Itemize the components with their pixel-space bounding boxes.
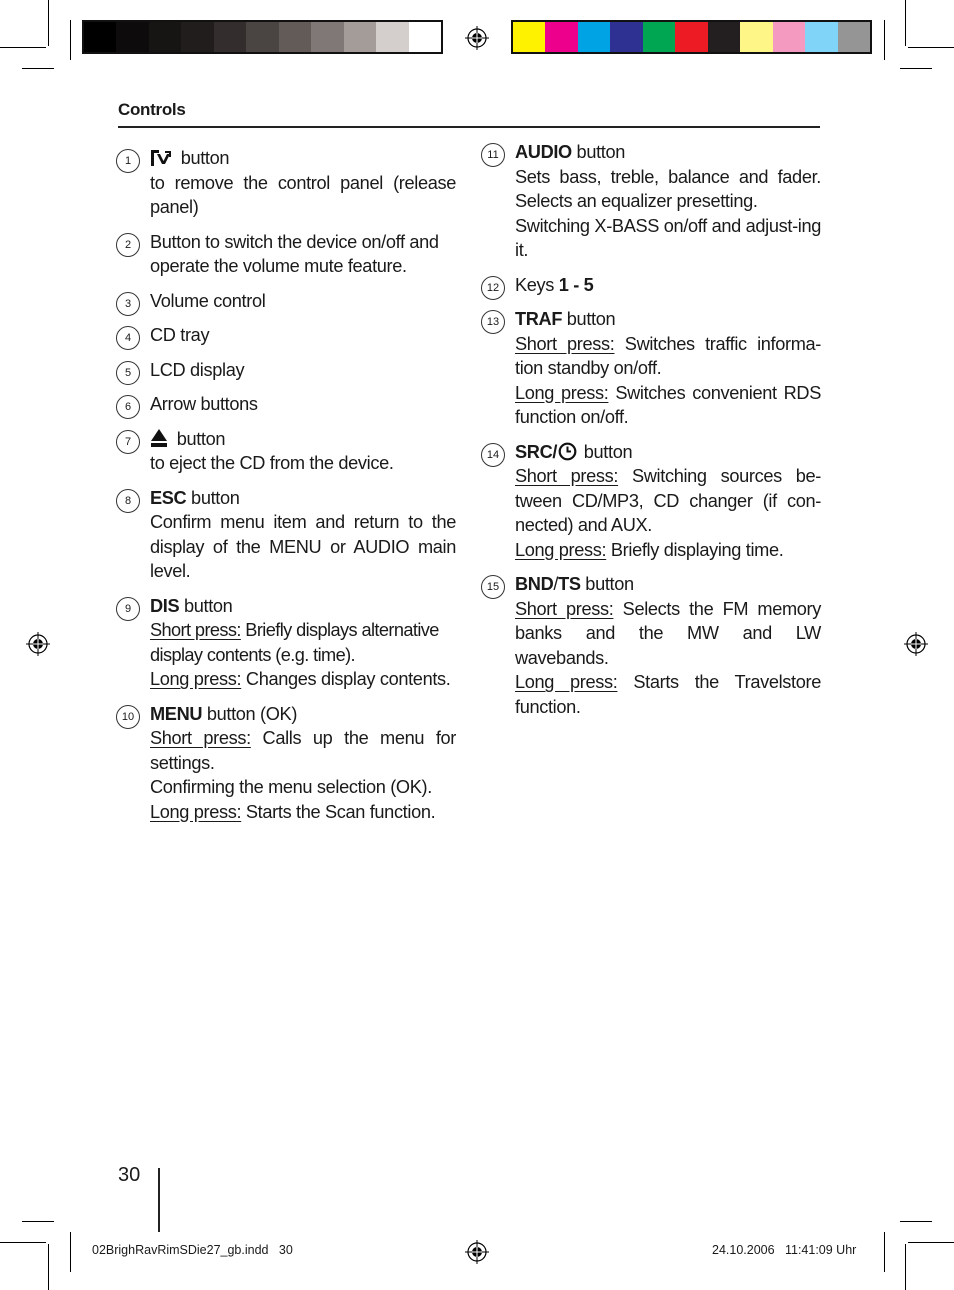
list-item: 9 DIS button Short press: Briefly displays alternative display contents (e.g. time). Long press: Changes display contents.	[116, 594, 456, 692]
short-press-label: Short press:	[515, 598, 614, 619]
item-number: 3	[116, 292, 140, 316]
item-number: 9	[116, 597, 140, 621]
color-swatch	[773, 22, 805, 52]
trim-mark	[22, 1221, 54, 1222]
short-press-label: Short press:	[150, 620, 241, 640]
trim-mark	[22, 68, 54, 69]
color-swatch	[838, 22, 870, 52]
color-swatch	[214, 22, 246, 52]
item-description: Sets bass, treble, balance and fader. Selects an equalizer presetting.	[515, 166, 821, 211]
list-item: 11 AUDIO button Sets bass, treble, balance and fader. Selects an equalizer presetting. Switching X-BASS on/off and adjust-ing it.	[481, 140, 821, 263]
item-title-bold: ESC	[150, 487, 187, 508]
page-number-rule	[158, 1168, 160, 1232]
item-title: LCD display	[150, 359, 245, 380]
color-swatch	[708, 22, 740, 52]
color-swatch	[643, 22, 675, 52]
color-swatch	[610, 22, 642, 52]
long-press-label: Long press:	[150, 801, 242, 822]
item-number: 15	[481, 575, 505, 599]
color-swatch	[279, 22, 311, 52]
gray-scale-bar	[82, 20, 443, 54]
short-press-label: Short press:	[515, 466, 619, 486]
color-swatch	[149, 22, 181, 52]
color-swatch	[409, 22, 441, 52]
color-swatch	[116, 22, 148, 52]
color-calibration-bar	[511, 20, 872, 54]
trim-mark	[70, 20, 71, 60]
trim-mark	[908, 47, 954, 48]
trim-mark	[70, 1232, 71, 1272]
trim-mark	[0, 1242, 46, 1243]
trim-mark	[900, 1221, 932, 1222]
item-title-bold: BND	[515, 574, 554, 594]
release-panel-icon	[150, 149, 172, 167]
footer-file-name: 02BrighRavRimSDie27_gb.indd 30	[92, 1243, 293, 1257]
item-title: Volume control	[150, 290, 266, 311]
list-item: 7 button to eject the CD from the device.	[116, 427, 456, 476]
registration-mark-icon	[26, 632, 50, 656]
item-number: 13	[481, 310, 505, 334]
trim-mark	[884, 20, 885, 60]
item-number: 14	[481, 443, 505, 467]
list-item: 1 button to remove the control panel (release panel)	[116, 146, 456, 220]
list-item	[116, 392, 456, 417]
color-swatch	[344, 22, 376, 52]
item-title-bold: TS	[558, 574, 581, 594]
color-swatch	[246, 22, 278, 52]
item-title-bold: AUDIO	[515, 142, 572, 162]
item-title: Button to switch the device on/off and operate the volume mute feature.	[150, 231, 439, 276]
eject-icon	[150, 428, 168, 448]
item-description: to remove the control panel (release panel)	[150, 172, 456, 217]
color-swatch	[578, 22, 610, 52]
item-number: 8	[116, 489, 140, 513]
item-title-bold: 1 - 5	[558, 274, 594, 295]
color-swatch	[805, 22, 837, 52]
item-title-bold: SRC/	[515, 441, 558, 462]
registration-mark-icon	[465, 26, 489, 50]
list-item	[116, 289, 456, 314]
list-item: 12 Keys 1 - 5	[481, 273, 821, 298]
item-number: 2	[116, 233, 140, 257]
color-swatch	[675, 22, 707, 52]
list-item: 10 MENU button (OK) Short press: Calls up the menu for settings. Confirming the menu selection (OK). Long press: Starts the Scan function.	[116, 702, 456, 825]
section-title: Controls	[118, 100, 186, 119]
long-press-label: Long press:	[150, 669, 242, 689]
trim-mark	[905, 0, 906, 46]
item-number: 6	[116, 395, 140, 419]
trim-mark	[908, 1242, 954, 1243]
item-description: to eject the CD from the device.	[150, 453, 394, 473]
long-press-label: Long press:	[515, 539, 607, 560]
item-title-bold: MENU	[150, 703, 203, 724]
long-press-label: Long press:	[515, 382, 609, 403]
right-column	[481, 140, 821, 719]
item-number: 11	[481, 143, 505, 167]
list-item: 8 ESC button Confirm menu item and return to the display of the MENU or AUDIO main level.	[116, 486, 456, 584]
color-swatch	[740, 22, 772, 52]
trim-mark	[48, 1244, 49, 1290]
item-description: Confirm menu item and return to the display of the MENU or AUDIO main level.	[150, 512, 456, 581]
short-press-label: Short press:	[150, 728, 251, 748]
color-swatch	[545, 22, 577, 52]
left-column	[116, 146, 456, 824]
item-title-bold: DIS	[150, 595, 180, 616]
trim-mark	[0, 47, 46, 48]
item-title: Arrow buttons	[150, 394, 258, 414]
item-description: Switching X-BASS on/off and adjust-ing it.	[515, 215, 821, 260]
list-item	[116, 230, 456, 279]
list-item: 13 TRAF button Short press: Switches traffic informa-tion standby on/off. Long press: Switches convenient RDS function on/off.	[481, 307, 821, 430]
color-swatch	[376, 22, 408, 52]
header-rule	[118, 126, 820, 128]
footer-timestamp: 24.10.2006 11:41:09 Uhr	[712, 1243, 857, 1257]
color-swatch	[181, 22, 213, 52]
registration-mark-icon	[904, 632, 928, 656]
item-title: CD tray	[150, 325, 210, 345]
item-number: 7	[116, 430, 140, 454]
list-item	[116, 323, 456, 348]
color-swatch	[513, 22, 545, 52]
list-item	[116, 358, 456, 383]
list-item: 14 SRC/ button Short press: Switching sources be-tween CD/MP3, CD changer (if con-nected) and AUX. Long press: Briefly displaying time.	[481, 440, 821, 563]
clock-icon	[558, 442, 577, 461]
item-extra: Confirming the menu selection (OK).	[150, 777, 432, 797]
trim-mark	[884, 1232, 885, 1272]
color-swatch	[84, 22, 116, 52]
item-number: 4	[116, 326, 140, 350]
registration-mark-icon	[465, 1240, 489, 1264]
short-press-label: Short press:	[515, 333, 615, 354]
long-press-label: Long press:	[515, 672, 618, 692]
item-number: 10	[116, 705, 140, 729]
page-number: 30	[118, 1164, 141, 1186]
item-number: 12	[481, 276, 505, 300]
color-swatch	[311, 22, 343, 52]
item-number: 5	[116, 361, 140, 385]
list-item: 15 BND/TS button Short press: Selects the FM memory banks and the MW and LW wavebands. Long press: Starts the Travelstore function.	[481, 572, 821, 719]
trim-mark	[905, 1244, 906, 1290]
trim-mark	[48, 0, 49, 46]
item-number: 1	[116, 149, 140, 173]
item-title-bold: TRAF	[515, 309, 563, 329]
trim-mark	[900, 68, 932, 69]
